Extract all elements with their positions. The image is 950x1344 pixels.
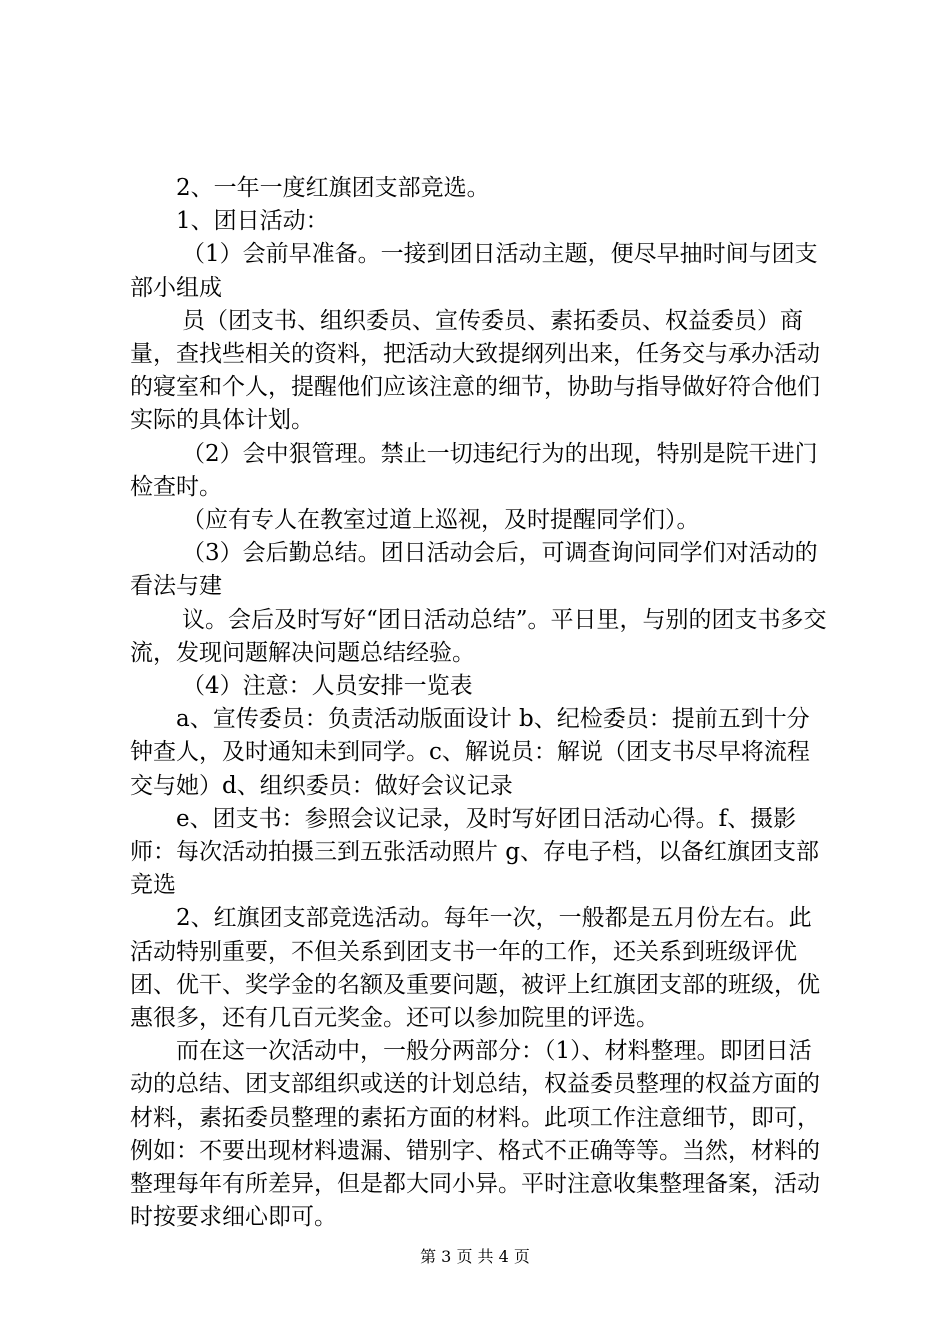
paragraph-roles-e-g: e、团支书：参照会议记录，及时写好团日活动心得。f、摄影师：每次活动拍摄三到五张活动照片 g、存电子档，以备红旗团支部竞选: [130, 805, 820, 899]
paragraph-red-flag-heading: 2、一年一度红旗团支部竞选。: [176, 175, 490, 201]
paragraph-materials: 而在这一次活动中，一般分两部分：（1）、材料整理。即团日活动的总结、团支部组织或送的计划总结，权益委员整理的权益方面的材料，素拓委员整理的素拓方面的材料。此项工作注意细节，即可，例如：不要出现材料遗漏、错别字、格式不正确等等。当然，材料的整理每年有所差异，但是都大同小异。平时注意收集整理备案，活动时按要求细心即可。: [130, 1038, 820, 1231]
paragraph-item-4: （4）注意：人员安排一览表: [182, 673, 473, 700]
paragraph-item-2: （2）会中狠管理。禁止一切违纪行为的出现，特别是院干进门检查时。: [130, 440, 818, 500]
paragraph-item-1-continued: 员（团支书、组织委员、宣传委员、素拓委员、权益委员）商量，查找些相关的资料，把活动大致提纲列出来，任务交与承办活动的寝室和个人，提醒他们应该注意的细节，协助与指导做好符合他们实际的具体计划。: [130, 307, 820, 434]
paragraph-item-2-note: （应有专人在教室过道上巡视，及时提醒同学们）。: [182, 507, 700, 534]
paragraph-red-flag-activity: 2、红旗团支部竞选活动。每年一次，一般都是五月份左右。此活动特别重要，不但关系到团支书一年的工作，还关系到班级评优团、优干、奖学金的名额及重要问题，被评上红旗团支部的班级，优惠很多，还有几百元奖金。还可以参加院里的评选。: [130, 905, 820, 1032]
paragraph-roles-a-d: a、宣传委员：负责活动版面设计 b、纪检委员：提前五到十分钟查人，及时通知未到同学。c、解说员：解说（团支书尽早将流程交与她）d、组织委员：做好会议记录: [130, 706, 810, 799]
paragraph-item-3: （3）会后勤总结。团日活动会后，可调查询问同学们对活动的看法与建: [130, 540, 818, 600]
paragraph-league-day-heading: 1、团日活动：: [176, 208, 329, 235]
paragraph-item-1: （1）会前早准备。一接到团日活动主题，便尽早抽时间与团支部小组成: [130, 241, 818, 301]
paragraph-item-3-continued: 议。会后及时写好“团日活动总结”。平日里，与别的团支书多交流，发现问题解决问题总结经验。: [130, 606, 827, 666]
document-body: [130, 172, 830, 1235]
page-number-footer: 第 3 页 共 4 页: [420, 1247, 530, 1266]
